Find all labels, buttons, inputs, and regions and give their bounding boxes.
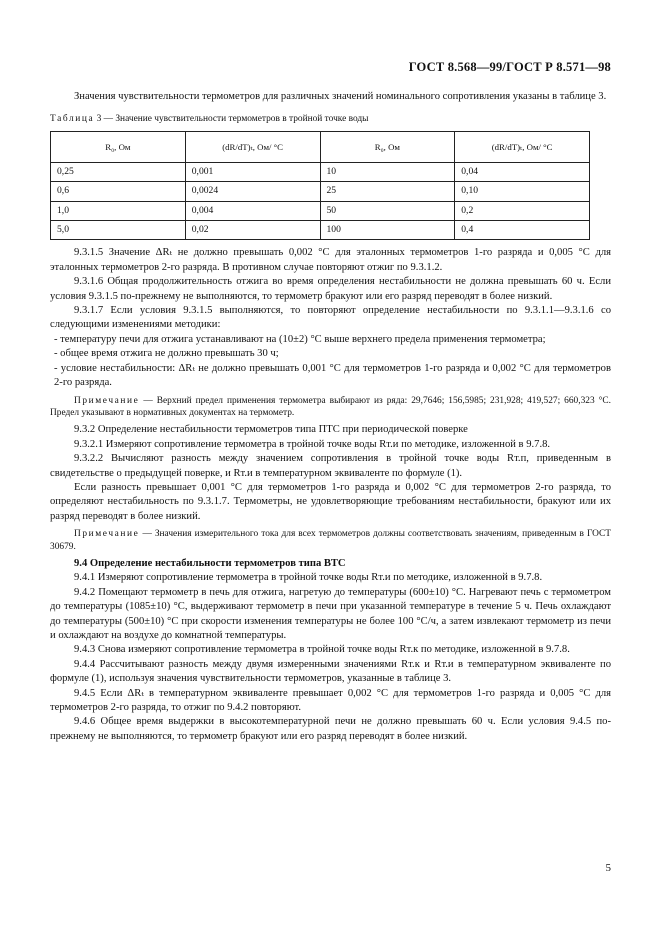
table-cell: 0,001 (185, 162, 320, 181)
paragraph-9-3-2-1: 9.3.2.1 Измеряют сопротивление термометра в тройной точке воды Rт.и по методике, изложенной в 9.7.8. (74, 438, 551, 450)
table-cell: 0,02 (185, 221, 320, 240)
table-cell: 0,2 (455, 201, 590, 220)
page-number: 5 (605, 862, 611, 874)
table-header-cell: R₀, Ом (51, 131, 186, 162)
table-cell: 0,4 (455, 221, 590, 240)
table-header-row (51, 131, 590, 162)
note-text: — Значения измерительного тока для всех термометров должны соответствовать значениям, приведенным в ГОСТ 30679. (50, 529, 611, 552)
list-item: - общее время отжига не должно превышать 30 ч; (54, 348, 279, 360)
note-2 (50, 528, 611, 553)
table-header-cell: (dR/dT)ₜ, Ом/ °С (185, 131, 320, 162)
table-cell: 10 (320, 162, 455, 181)
paragraph-9-4-5: 9.4.5 Если ΔRₜ в температурном эквиваленте превышает 0,002 °С для термометров 1-го разряда и 0,005 °С для термометров 2-го разряда, то отжиг по 9.4.2 повторяют. (50, 687, 611, 714)
paragraph-9-4-1: 9.4.1 Измеряют сопротивление термометра в тройной точке воды Rт.и по методике, изложенной в 9.7.8. (74, 572, 543, 584)
note-1 (50, 395, 611, 420)
table-row (51, 182, 590, 201)
sensitivity-table (50, 131, 590, 241)
table-cell: 0,004 (185, 201, 320, 220)
table-header-cell: (dR/dT)ₜ, Ом/ °С (455, 131, 590, 162)
table-cell: 0,0024 (185, 182, 320, 201)
table-header-cell: R₀, Ом (320, 131, 455, 162)
table-row (51, 162, 590, 181)
table-caption-text: 3 — Значение чувствительности термометров в тройной точке воды (94, 114, 369, 125)
note-text: — Верхний предел применения термометра выбирают из ряда: 29,7646; 156,5985; 231,928; 419,527; 660,323 °С. Предел указывают в нормативных документах на термометр. (50, 395, 611, 418)
note-label: Примечание (74, 395, 140, 406)
page-content (50, 90, 611, 744)
table-cell: 0,04 (455, 162, 590, 181)
table-cell: 0,25 (51, 162, 186, 181)
table-cell: 0,6 (51, 182, 186, 201)
table-cell: 1,0 (51, 201, 186, 220)
paragraph-9-3-2-2: 9.3.2.2 Вычисляют разность между значением сопротивления в тройной точке воды Rт.п, приведенным в свидетельстве о предыдущей поверке, и Rт.и в температурном эквиваленте по формуле (1). (50, 453, 611, 479)
paragraph-9-4-3: 9.4.3 Снова измеряют сопротивление термометра в тройной точке воды Rт.к по методике, изложенной в 9.7.8. (74, 644, 570, 656)
table-row (51, 201, 590, 220)
table-cell: 50 (320, 201, 455, 220)
intro-paragraph: Значения чувствительности термометров для различных значений номинального сопротивления указаны в таблице 3. (74, 91, 607, 102)
standard-header: ГОСТ 8.568—99/ГОСТ Р 8.571—98 (408, 60, 611, 74)
paragraph-9-3-1-6: 9.3.1.6 Общая продолжительность отжига во время определения нестабильности не должна превышать 60 ч. Если условия 9.3.1.5 по-прежнему не выполняются, то термометр бракуют или его разряд переводят в более низкий. (50, 276, 611, 302)
table-cell: 25 (320, 182, 455, 201)
paragraph-9-3-1-5: 9.3.1.5 Значение ΔRₜ не должно превышать 0,002 °С для эталонных термометров 1-го разряда и 0,005 °С для эталонных термометров 2-го разряда. В противном случае повторяют отжиг по 9.3.1.2. (50, 247, 611, 273)
table-cell: 5,0 (51, 221, 186, 240)
paragraph-9-3-2-2-continued: Если разность превышает 0,001 °С для термометров 1-го разряда и 0,002 °С для термометров 2-го разряда, то определяют нестабильность по 9.3.1.7. Термометры, не удовлетворяющие требованиям нестабильности, бракуют или их разряд переводят в более низкий. (50, 481, 611, 522)
table-cell: 100 (320, 221, 455, 240)
paragraph-9-3-2: 9.3.2 Определение нестабильности термометров типа ПТС при периодической поверке (74, 424, 468, 436)
paragraph-9-4-4: 9.4.4 Рассчитывают разность между двумя измеренными значениями Rт.к и Rт.и в температурном эквиваленте по формуле (1), используя значения чувствительности термометров, указанные в таблице 3. (50, 658, 611, 685)
list-item: - условие нестабильности: ΔRₜ не должно превышать 0,001 °С для термометров 1-го разряда и 0,002 °С для термометров 2-го разряда. (54, 362, 611, 389)
paragraph-9-4-2: 9.4.2 Помещают термометр в печь для отжига, нагретую до температуры (600±10) °С. Нагревают печь с термометром до температуры (1085±10) °С, выдерживают термометр в печи при указанной температуре в течение 5 ч. Печь охлаждают до температуры (500±10) °С при скорости изменения температуры не более 100 °С/ч, а затем извлекают термометр из печи и охлаждают на воздухе до комнатной температуры. (50, 586, 611, 641)
section-heading-9-4: 9.4 Определение нестабильности термометров типа ВТС (74, 557, 346, 569)
paragraph-9-4-6: 9.4.6 Общее время выдержки в высокотемпературной печи не должно превышать 60 ч. Если условия 9.4.5 по-прежнему не выполняются, то термометр бракуют или его разряд переводят в более низкий. (50, 716, 611, 742)
table-row (51, 221, 590, 240)
note-label: Примечание (74, 529, 140, 540)
paragraph-9-3-1-7: 9.3.1.7 Если условия 9.3.1.5 выполняются, то повторяют определение нестабильности по 9.3.1.1—9.3.1.6 со следующими изменениями методики: (50, 305, 611, 331)
list-item: - температуру печи для отжига устанавливают на (10±2) °С выше верхнего предела применения термометра; (54, 333, 546, 345)
table-caption (50, 112, 611, 126)
table-caption-prefix: Таблица (50, 114, 95, 125)
table-cell: 0,10 (455, 182, 590, 201)
